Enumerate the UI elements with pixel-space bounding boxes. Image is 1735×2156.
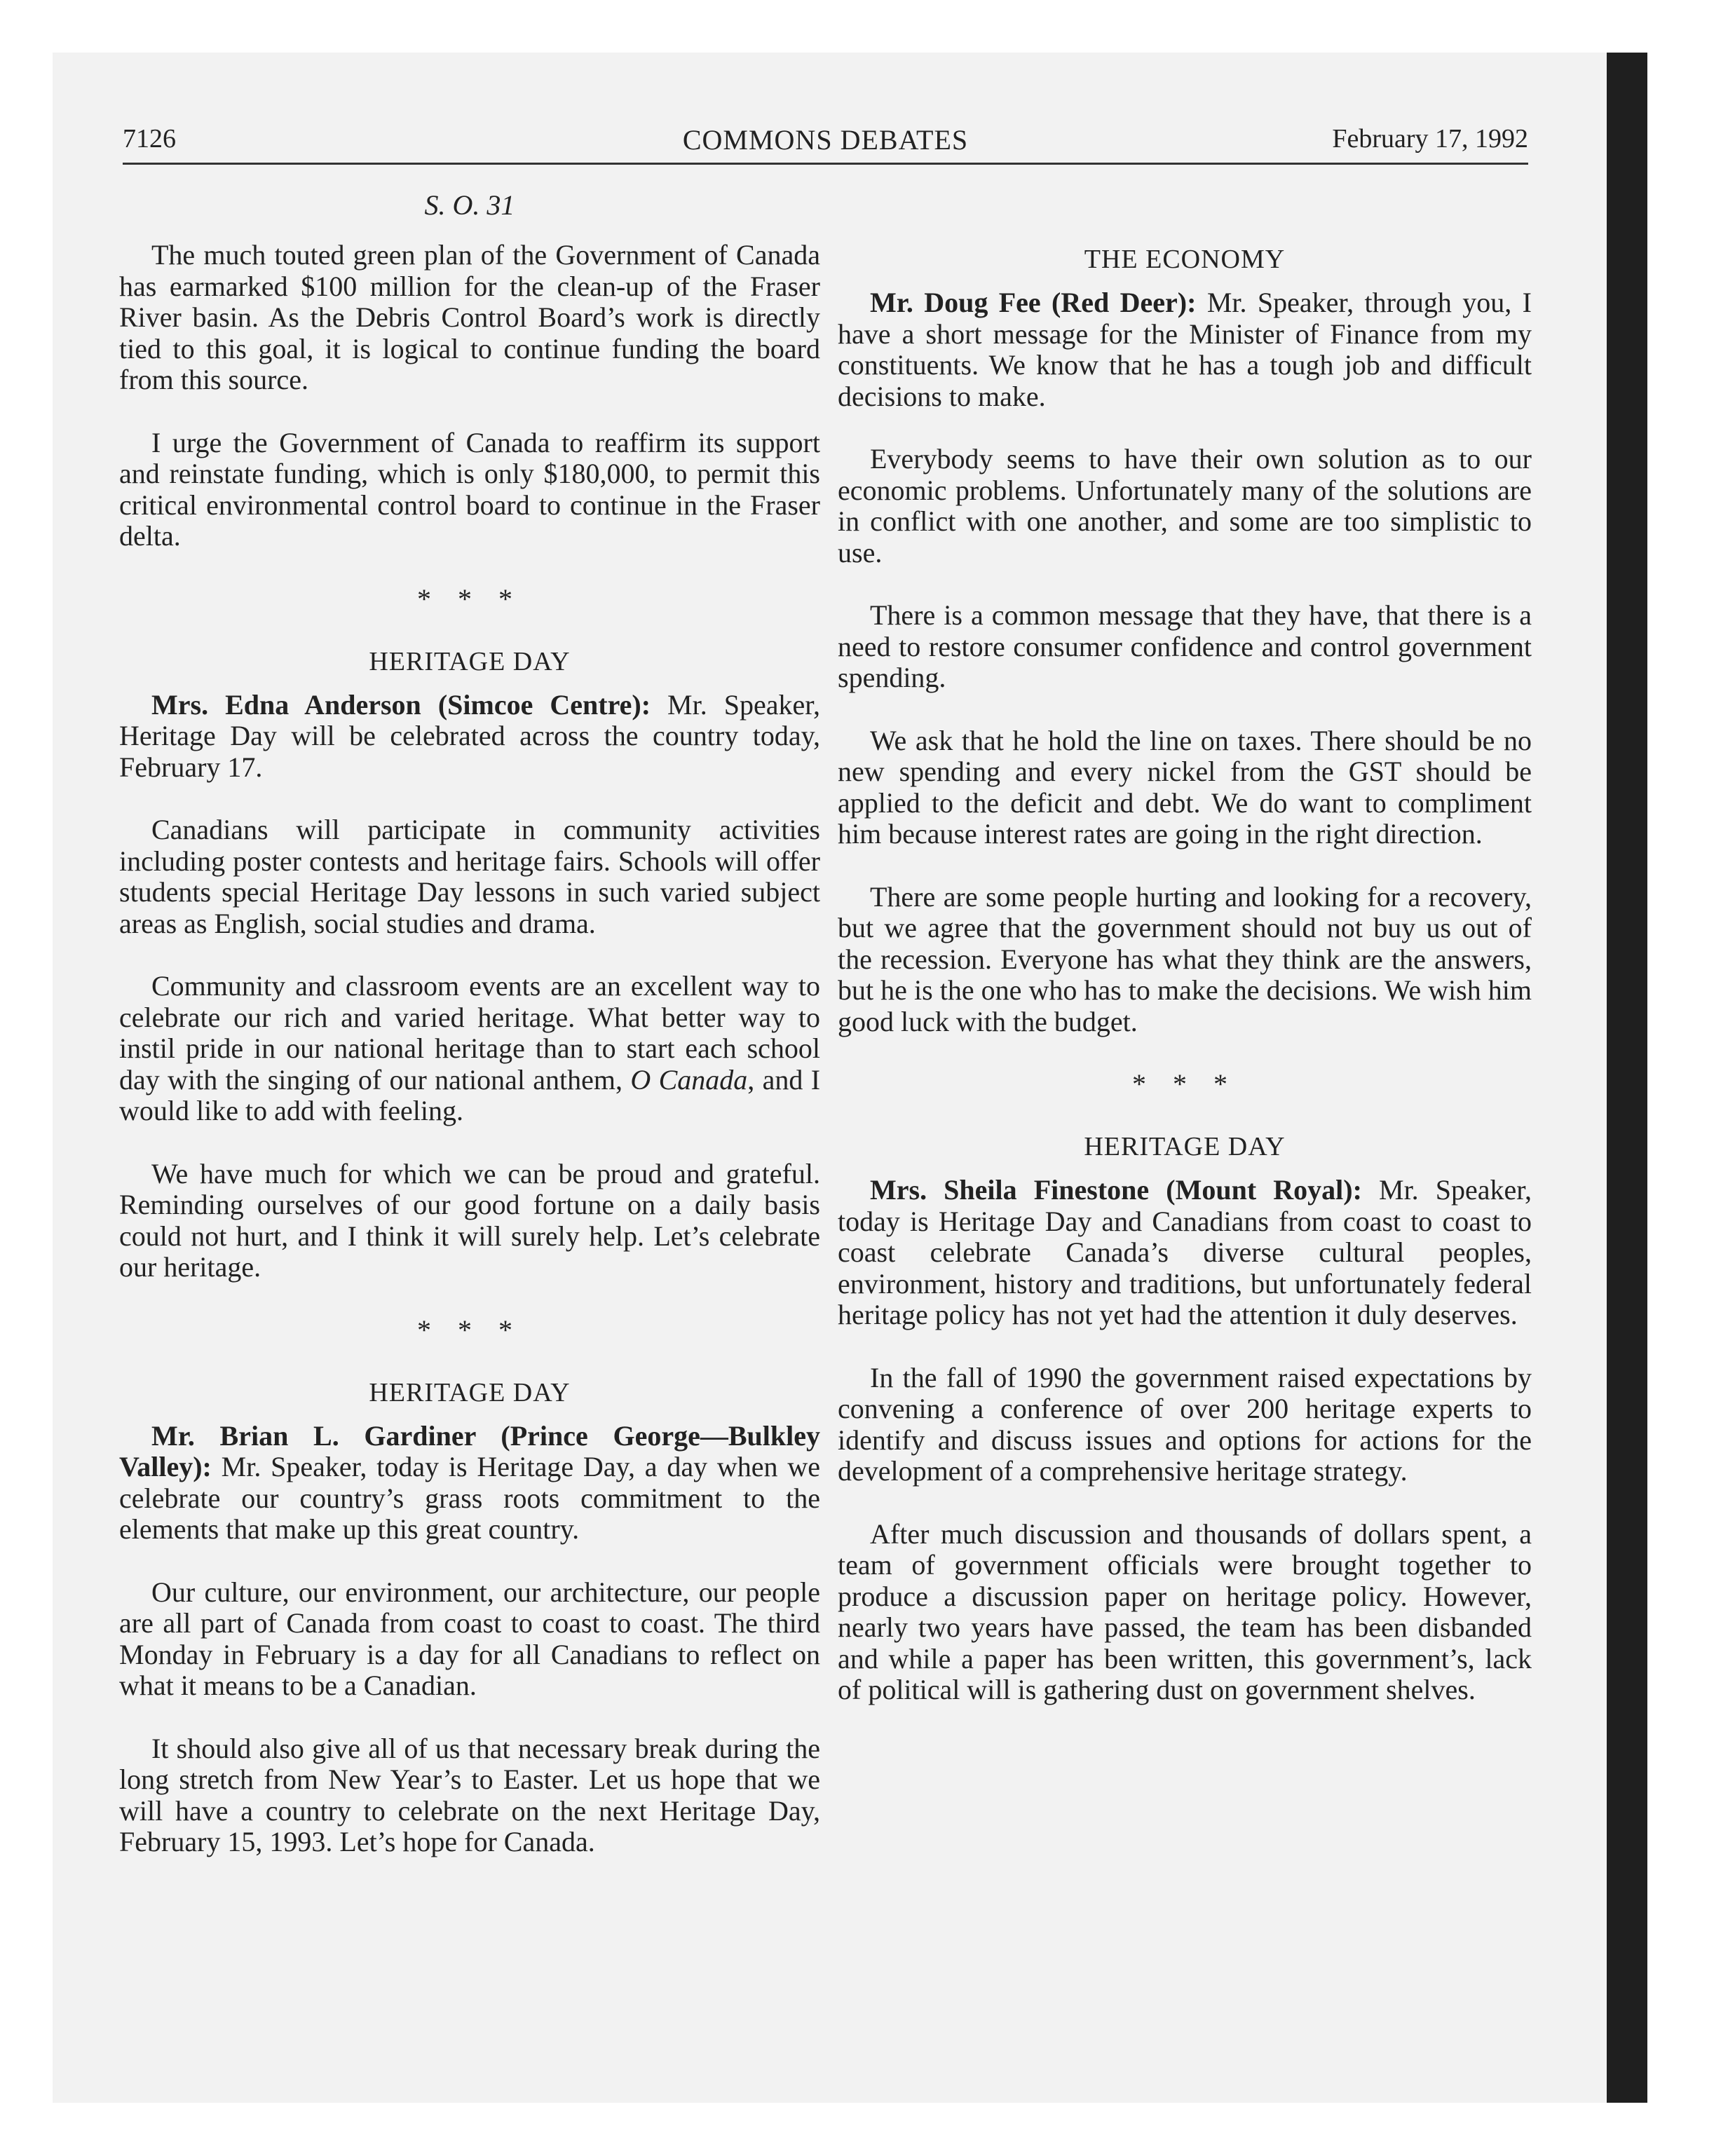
separator-stars: * * * <box>417 582 522 615</box>
section-heading: HERITAGE DAY <box>369 646 571 676</box>
section-heading: HERITAGE DAY <box>1084 1132 1286 1161</box>
separator-stars: * * * <box>417 1314 522 1346</box>
paragraph: Community and classroom events are an excellent way to celebrate our rich and varied heritage. What better way to instil pride in our national heritage than to start each school day with the singing of our national anthem, O Canada, and I would like to add with feeling. <box>119 970 821 1126</box>
paragraph: I urge the Government of Canada to reaffirm its support and reinstate funding, which is only $180,000, to permit this critical environmental control board to continue in the Fraser delta. <box>119 426 820 552</box>
section-heading: THE ECONOMY <box>1084 245 1286 274</box>
paragraph: Mr. Doug Fee (Red Deer): Mr. Speaker, through you, I have a short message for the Minister of Finance from my constituents. We know that he has a tough job and difficult decisions to make. <box>838 287 1532 412</box>
paragraph: After much discussion and thousands of dollars spent, a team of government officials were brought together to produce a discussion paper on heritage policy. However, nearly two years have passed, the team has been disbanded and while a paper has been written, this government’s, lack of political will is gathering dust on government shelves. <box>838 1517 1532 1705</box>
paragraph: The much touted green plan of the Government of Canada has earmarked $100 million for the clean-up of the Fraser River basin. As the Debris Control Board’s work is directly tied to this goal, it is logical to continue funding the board from this source. <box>119 239 820 395</box>
speaker-name: Mrs. Sheila Finestone (Mount Royal): <box>870 1174 1362 1206</box>
paragraph: We have much for which we can be proud and grateful. Reminding ourselves of our good fortune on a daily basis could not hurt, and I think it will surely help. Let’s celebrate our heritage. <box>119 1157 820 1283</box>
left-column <box>119 189 820 1858</box>
publication-title: COMMONS DEBATES <box>682 124 969 156</box>
paragraph: It should also give all of us that necessary break during the long stretch from New Year’s to Easter. Let us hope that we will have a country to celebrate on the next Heritage Day, February 15, 1993. Let’s hope for Canada. <box>119 1732 820 1857</box>
separator-stars: * * * <box>1132 1068 1237 1100</box>
page-date: February 17, 1992 <box>1332 124 1528 153</box>
paragraph: Our culture, our environment, our architecture, our people are all part of Canada from coast to coast to coast. The third Monday in February is a day for all Canadians to reflect on what it means to be a Canadian. <box>119 1576 820 1701</box>
paragraph: Mrs. Edna Anderson (Simcoe Centre): Mr. Speaker, Heritage Day will be celebrated across the country today, February 17. <box>119 688 820 783</box>
paragraph: Mrs. Sheila Finestone (Mount Royal): Mr. Speaker, today is Heritage Day and Canadians from coast to coast to coast celebrate Canada’s diverse cultural peoples, environment, history and traditions, but unfortunately federal heritage policy has not yet had the attention it duly deserves. <box>838 1174 1532 1330</box>
section-label: S. O. 31 <box>424 189 515 221</box>
paragraph: There is a common message that they have, that there is a need to restore consumer confidence and control government spending. <box>838 599 1532 693</box>
paragraph: Mr. Brian L. Gardiner (Prince George—Bulkley Valley): Mr. Speaker, today is Heritage Day, a day when we celebrate our country’s grass roots commitment to the elements that make up this great country. <box>119 1419 820 1545</box>
paragraph: Everybody seems to have their own solution as to our economic problems. Unfortunately many of the solutions are in conflict with one another, and some are too simplistic to use. <box>838 443 1532 568</box>
paragraph: In the fall of 1990 the government raised expectations by convening a conference of over 200 heritage experts to identify and discuss issues and options for actions for the development of a comprehensive heritage strategy. <box>838 1361 1532 1487</box>
speaker-name: Mrs. Edna Anderson (Simcoe Centre): <box>151 688 651 721</box>
right-column <box>838 244 1532 1706</box>
anthem-title: O Canada <box>630 1063 748 1096</box>
paragraph: There are some people hurting and looking for a recovery, but we agree that the government should not buy us out of the recession. Everyone has what they think are the answers, but he is the one who has to make the decisions. We wish him good luck with the budget. <box>838 880 1532 1037</box>
speaker-name: Mr. Doug Fee (Red Deer): <box>870 287 1197 318</box>
paragraph: We ask that he hold the line on taxes. There should be no new spending and every nickel from the GST should be applied to the deficit and debt. We do want to compliment him because interest rates are going in the right direction. <box>838 724 1532 850</box>
section-heading: HERITAGE DAY <box>369 1377 571 1407</box>
header-rule <box>123 163 1528 165</box>
page-header <box>123 123 1528 165</box>
paragraph: Canadians will participate in community activities including poster contests and heritage fairs. Schools will offer students special Heritage Day lessons in such varied subject areas as English, social studies and drama. <box>119 814 820 939</box>
speaker-name: Mr. Brian L. Gardiner (Prince George—Bulkley Valley): <box>119 1419 820 1482</box>
book-spine-shadow <box>1607 53 1647 2103</box>
page-number: 7126 <box>123 124 176 153</box>
